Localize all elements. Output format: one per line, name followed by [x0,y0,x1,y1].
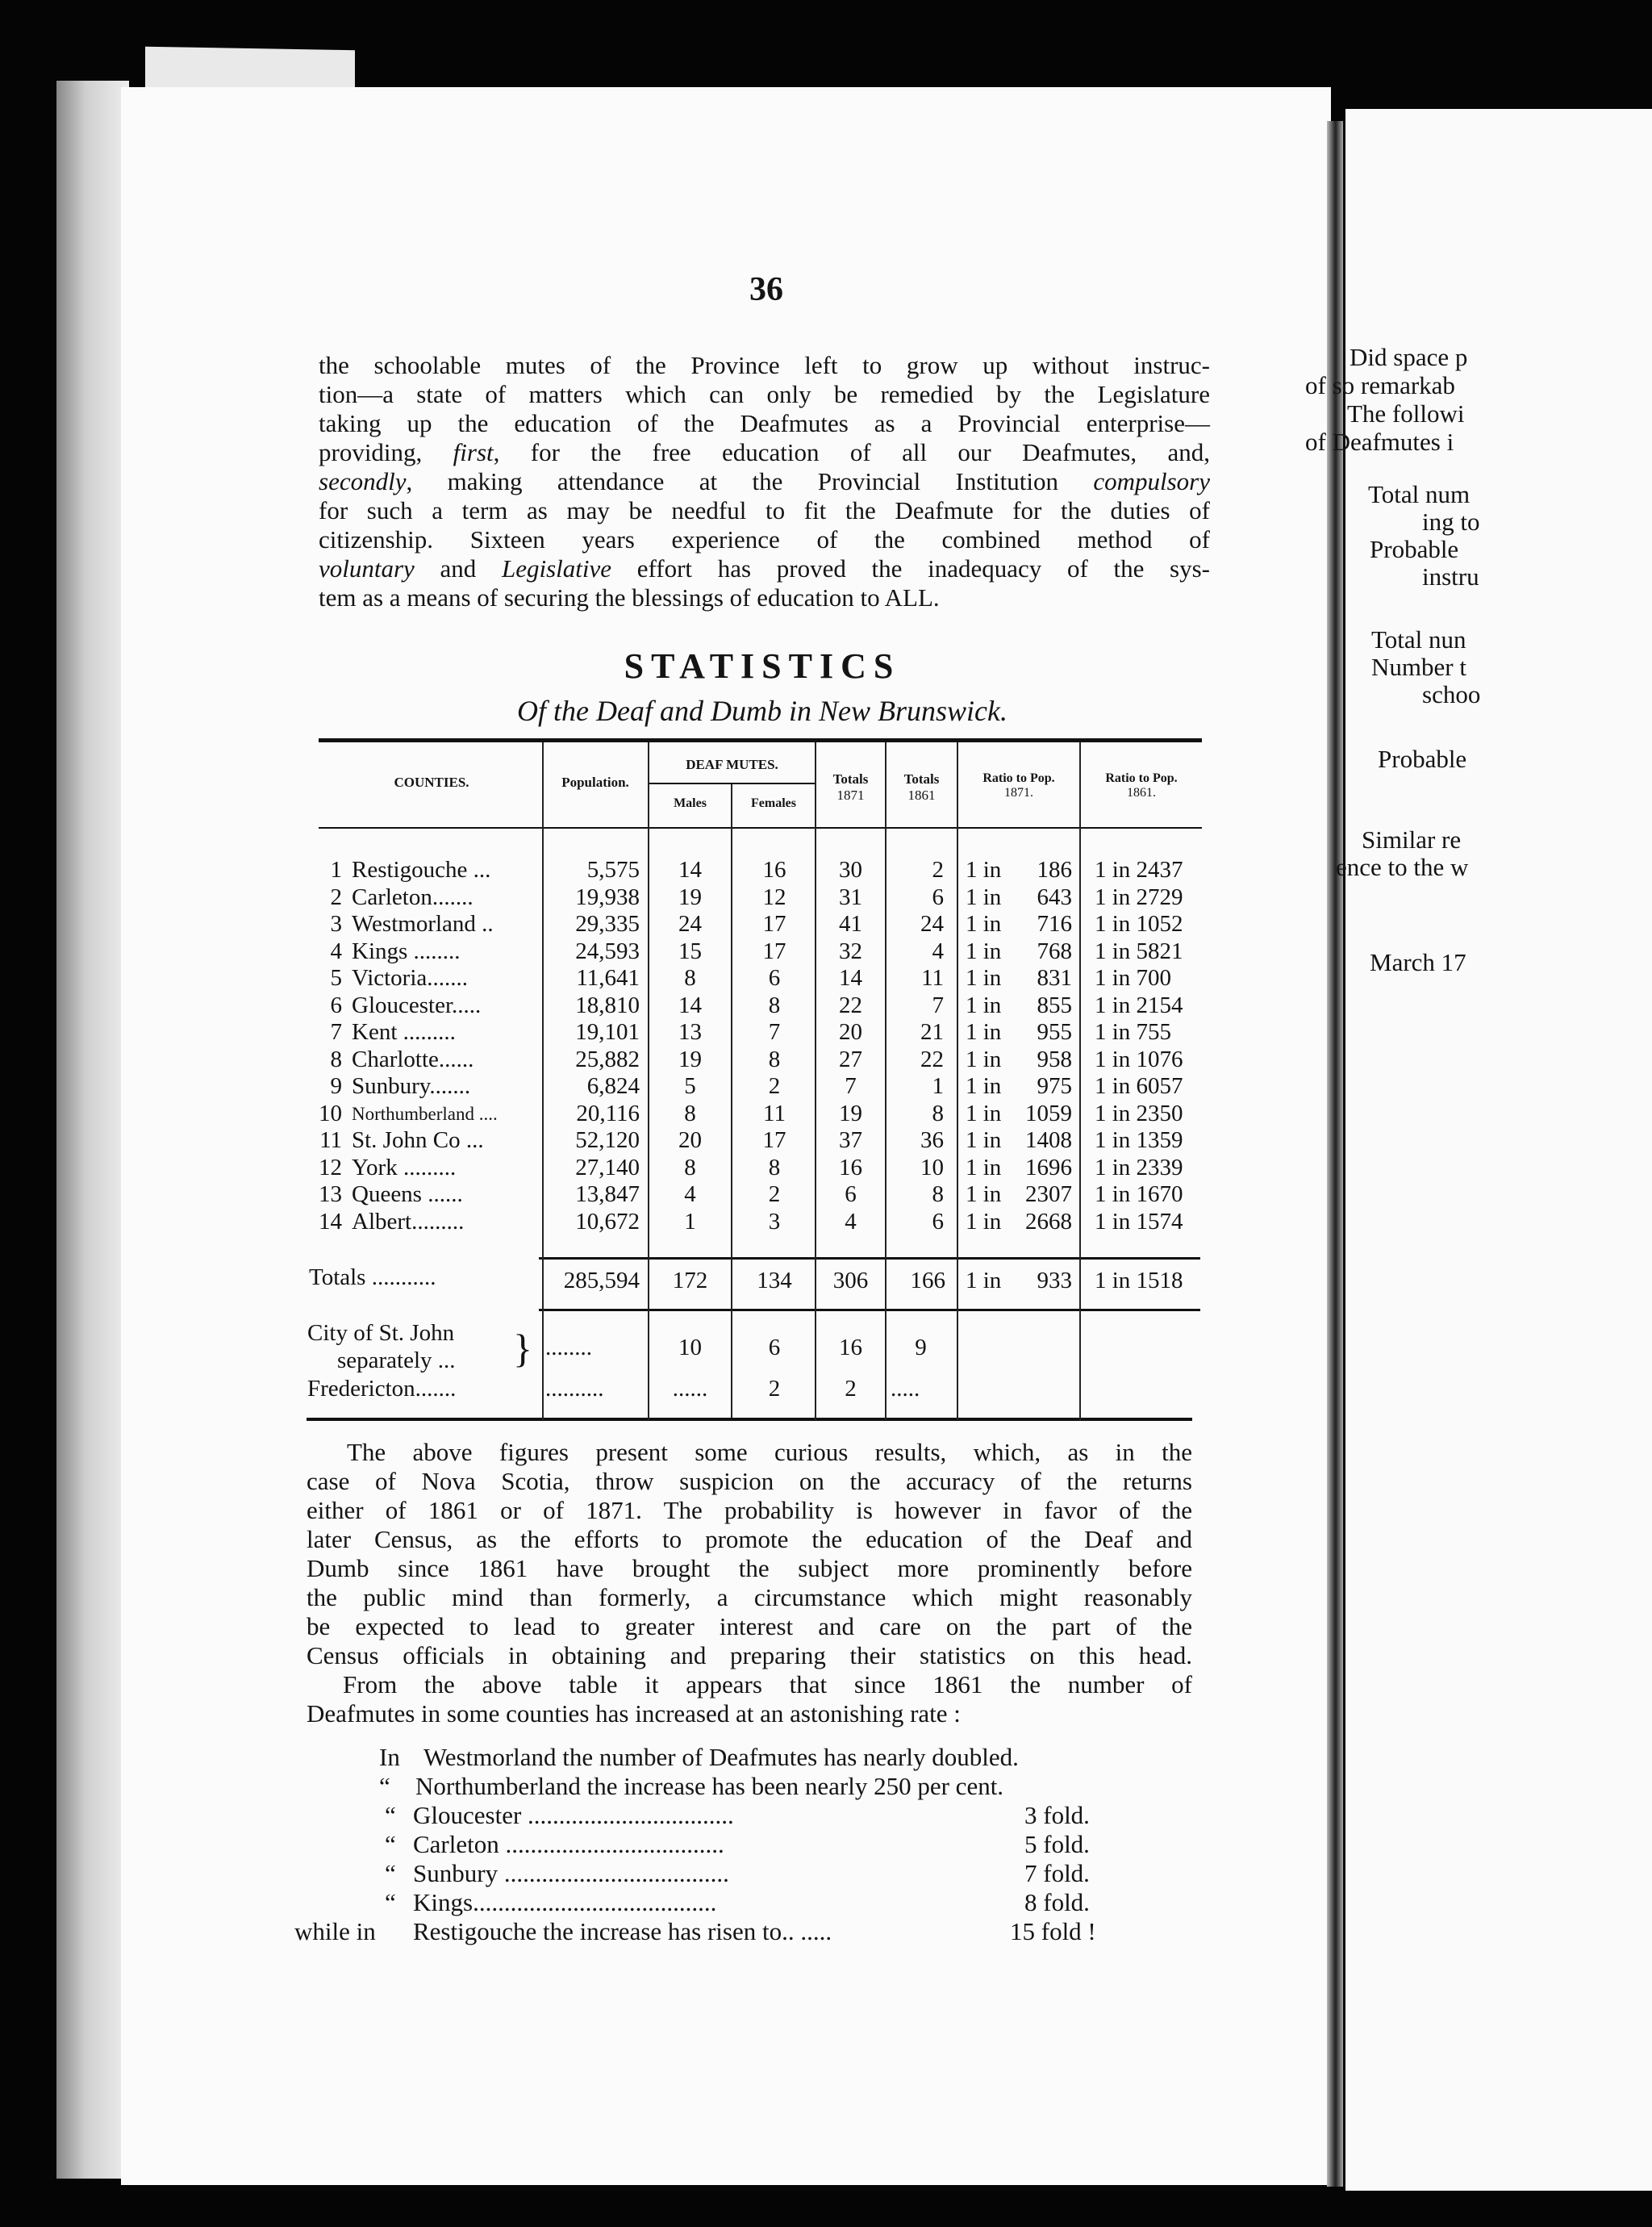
table-cell-ratio-1861: 1 in 1052 [1095,911,1183,937]
right-page-line: Did space p [1350,343,1468,371]
table-cell-ratio-1871: 1 in 975 [966,1073,1072,1099]
increase-lead: “ [385,1859,396,1887]
table-cell-ratio-1861: 1 in 6057 [1095,1073,1183,1099]
table-cell-ratio-1871: 1 in 186 [966,857,1072,883]
right-page-line: March 17 [1370,948,1466,976]
table-cell-ratio-1861: 1 in 2154 [1095,992,1183,1018]
table-cell-no: 12 [319,1154,342,1180]
table-top-rule [319,738,1202,742]
table-cell-total-1871: 14 [839,965,862,991]
table-cell-ratio-1861: 1 in 2339 [1095,1154,1183,1180]
text-line: taking up the education of the Deafmutes as a Provincial enterprise— [319,409,1210,437]
text-line: either of 1861 or of 1871. The probability is however in favor of the [307,1496,1192,1524]
table-cell-females: 8 [768,1154,781,1180]
table-cell-population: 13,847 [575,1181,640,1207]
table-cell-males: 8 [684,1154,696,1180]
text-line: The above figures present some curious results, which, as in the [347,1438,1192,1466]
city-females: 6 [768,1335,781,1360]
column-divider [957,742,958,1420]
table-cell-total-1871: 19 [839,1100,862,1126]
increase-text: Carleton ................................... [413,1830,724,1858]
table-cell-county: Charlotte...... [352,1046,474,1072]
header-totals-1871: Totals 1871 [832,771,869,803]
totals-population: 285,594 [563,1268,640,1293]
column-males [652,857,728,1235]
text-line: the public mind than formerly, a circumstance which might reasonably [307,1583,1192,1611]
table-cell-county: Kings ........ [352,938,461,964]
table-cell-females: 3 [768,1208,781,1235]
table-cell-ratio-1871: 1 in 1408 [966,1127,1072,1153]
text-line: for such a term as may be needful to fit the Deafmute for the duties of [319,496,1210,524]
text-line: From the above table it appears that since 1861 the number of [343,1670,1192,1698]
table-cell-total-1871: 32 [839,938,862,964]
text-line: secondly, making attendance at the Provincial Institution compulsory [319,467,1210,495]
increase-lead: “ [385,1888,396,1916]
intro-paragraph [319,351,1210,612]
increase-text: Restigouche the increase has risen to.. ..... [413,1917,832,1945]
increase-text: Gloucester ................................. [413,1801,734,1829]
table-cell-total-1871: 4 [845,1208,857,1235]
increase-text: Westmorland the number of Deafmutes has nearly doubled. [423,1743,1019,1771]
city-totals-1871: 16 [839,1335,862,1360]
statistics-title: STATISTICS [624,646,901,686]
table-cell-county: Gloucester..... [352,992,482,1018]
totals-ratio-1861: 1 in 1518 [1095,1268,1183,1293]
table-cell-males: 20 [678,1127,702,1153]
totals-top-rule [539,1257,1200,1260]
city-population: ........ [545,1335,592,1360]
fredericton-label: Fredericton....... [307,1376,457,1402]
statistics-subtitle: Of the Deaf and Dumb in New Brunswick. [517,695,1007,727]
table-cell-ratio-1871: 1 in 2307 [966,1181,1072,1207]
table-cell-females: 17 [762,938,786,964]
table-cell-county: Restigouche ... [352,857,491,883]
right-page-line: ence to the w [1336,853,1469,881]
table-cell-ratio-1871: 1 in 831 [966,965,1072,991]
totals-1871: 306 [832,1268,869,1293]
table-cell-ratio-1871: 1 in 855 [966,992,1072,1018]
text-line: Deafmutes in some counties has increased at an astonishing rate : [307,1699,961,1728]
table-cell-population: 52,120 [575,1127,640,1153]
table-cell-no: 11 [319,1127,342,1153]
table-cell-population: 11,641 [576,965,640,991]
table-cell-no: 2 [330,884,342,910]
header-counties: COUNTIES. [394,775,469,790]
table-cell-no: 9 [330,1073,342,1099]
page-number: 36 [749,271,783,308]
table-cell-total-1861: 4 [932,938,944,964]
table-cell-total-1861: 36 [920,1127,944,1153]
header-females: Females [751,796,796,810]
city-brace: } [513,1326,532,1371]
increase-lead: while in [294,1917,376,1945]
table-cell-population: 25,882 [575,1046,640,1072]
table-cell-total-1861: 2 [932,857,944,883]
table-cell-population: 18,810 [575,992,640,1018]
increase-fold: 7 fold. [1024,1859,1090,1887]
increase-fold: 5 fold. [1024,1830,1090,1858]
table-cell-population: 6,824 [586,1073,640,1099]
right-page-line: Total num [1368,480,1471,508]
table-cell-no: 5 [330,965,342,991]
increase-lead: “ [385,1801,396,1829]
table-cell-population: 27,140 [575,1154,640,1180]
right-page-line: ing to [1422,508,1480,536]
column-county [352,857,539,1235]
table-cell-ratio-1871: 1 in 2668 [966,1208,1072,1235]
table-cell-total-1871: 16 [839,1154,862,1180]
text-line: Dumb since 1861 have brought the subject more prominently before [307,1554,1192,1582]
fredericton-totals-1861: ..... [891,1376,920,1402]
right-page-line: of Deafmutes i [1305,428,1454,456]
table-cell-ratio-1871: 1 in 955 [966,1019,1072,1045]
increase-lead: “ [379,1772,390,1800]
table-cell-females: 7 [768,1019,781,1045]
table-cell-ratio-1871: 1 in 1696 [966,1154,1072,1180]
table-cell-ratio-1861: 1 in 2350 [1095,1100,1183,1126]
table-cell-no: 3 [330,911,342,937]
right-page-line: schoo [1422,680,1481,708]
table-cell-total-1861: 1 [932,1073,944,1099]
text-line: be expected to lead to greater interest and care on the part of the [307,1612,1192,1640]
table-cell-males: 19 [678,884,702,910]
table-cell-females: 8 [768,992,781,1018]
table-cell-total-1861: 8 [932,1181,944,1207]
table-cell-county: St. John Co ... [352,1127,484,1153]
table-cell-total-1871: 22 [839,992,862,1018]
right-page [1305,109,1652,2191]
table-cell-county: York ......... [352,1154,457,1180]
text-line: citizenship. Sixteen years experience of the combined method of [319,525,1210,554]
text-line: case of Nova Scotia, throw suspicion on the accuracy of the returns [307,1467,1192,1495]
table-cell-ratio-1871: 1 in 1059 [966,1100,1072,1126]
table-cell-females: 16 [762,857,786,883]
right-page-line: Total nun [1371,625,1466,654]
increase-fold: 15 fold ! [1010,1917,1096,1945]
text-line: tem as a means of securing the blessings of education to ALL. [319,583,940,612]
table-cell-ratio-1871: 1 in 958 [966,1046,1072,1072]
table-cell-total-1861: 8 [932,1100,944,1126]
table-cell-total-1871: 6 [845,1181,857,1207]
table-cell-total-1861: 7 [932,992,944,1018]
table-cell-total-1871: 37 [839,1127,862,1153]
table-cell-ratio-1871: 1 in 643 [966,884,1072,910]
table-cell-no: 4 [330,938,342,964]
city-totals-1861: 9 [915,1335,927,1360]
table-cell-population: 19,101 [575,1019,640,1045]
right-page-line: Similar re [1362,825,1462,854]
table-cell-no: 1 [330,857,342,883]
table-cell-no: 13 [319,1181,342,1207]
table-cell-males: 8 [684,1100,696,1126]
table-cell-ratio-1871: 1 in 768 [966,938,1072,964]
text-line: Census officials in obtaining and preparing their statistics on this head. [307,1641,1192,1669]
table-cell-total-1861: 24 [920,911,944,937]
table-cell-males: 15 [678,938,702,964]
column-totals-1871 [816,857,885,1235]
text-line: voluntary and Legislative effort has proved the inadequacy of the sys- [319,554,1210,583]
table-cell-ratio-1861: 1 in 2729 [1095,884,1183,910]
increase-lead: In [379,1743,400,1771]
table-cell-total-1871: 27 [839,1046,862,1072]
header-ratio-1871: Ratio to Pop. 1871. [982,771,1055,800]
table-cell-ratio-1861: 1 in 2437 [1095,857,1183,883]
table-cell-females: 17 [762,911,786,937]
fredericton-females: 2 [768,1376,781,1402]
table-cell-total-1861: 10 [920,1154,944,1180]
column-ratio-1861 [1095,857,1195,1235]
table-cell-population: 24,593 [575,938,640,964]
column-divider [648,742,649,1420]
table-cell-total-1861: 6 [932,1208,944,1235]
table-bottom-rule [307,1418,1192,1421]
totals-bottom-rule [539,1309,1200,1311]
column-females [734,857,815,1235]
table-cell-ratio-1861: 1 in 1574 [1095,1208,1183,1235]
table-cell-males: 19 [678,1046,702,1072]
column-divider [885,742,886,1420]
table-cell-total-1871: 30 [839,857,862,883]
table-cell-ratio-1861: 1 in 5821 [1095,938,1183,964]
table-cell-no: 7 [330,1019,342,1045]
column-ratio-1871 [966,857,1072,1235]
table-cell-no: 8 [330,1046,342,1072]
increase-text: Kings....................................... [413,1888,717,1916]
table-cell-county: Victoria....... [352,965,469,991]
table-cell-total-1861: 21 [920,1019,944,1045]
increase-lead: “ [385,1830,396,1858]
fredericton-population: .......... [545,1376,604,1402]
city-label-1: City of St. John [307,1320,455,1346]
table-cell-males: 14 [678,857,702,883]
header-deaf-mutes: DEAF MUTES. [686,757,778,772]
column-row-number [307,857,342,1235]
table-cell-total-1871: 7 [845,1073,857,1099]
table-cell-total-1871: 31 [839,884,862,910]
column-divider [542,742,544,1420]
discussion-paragraph [307,1438,1192,1728]
table-cell-no: 10 [319,1100,342,1126]
table-cell-total-1861: 11 [921,965,944,991]
city-label-2: separately ... [337,1347,456,1373]
table-cell-females: 17 [762,1127,786,1153]
column-totals-1861 [887,857,944,1235]
text-line: providing, first, for the free education of all our Deafmutes, and, [319,438,1210,466]
city-males: 10 [678,1335,702,1360]
table-cell-total-1861: 6 [932,884,944,910]
increase-text: Sunbury .................................... [413,1859,729,1887]
fredericton-males: ...... [672,1376,708,1402]
table-cell-total-1871: 20 [839,1019,862,1045]
table-cell-females: 12 [762,884,786,910]
totals-males: 172 [672,1268,708,1293]
right-page-line: Number t [1371,653,1466,681]
table-cell-county: Sunbury....... [352,1073,471,1099]
table-cell-total-1861: 22 [920,1046,944,1072]
fredericton-totals-1871: 2 [845,1376,857,1402]
text-line: the schoolable mutes of the Province left to grow up without instruc- [319,351,1210,379]
table-cell-county: Albert......... [352,1208,465,1235]
table-cell-ratio-1861: 1 in 1670 [1095,1181,1183,1207]
table-cell-population: 5,575 [586,857,640,883]
table-cell-population: 10,672 [575,1208,640,1235]
table-cell-county: Westmorland .. [352,911,494,937]
table-cell-females: 2 [768,1073,781,1099]
table-cell-ratio-1871: 1 in 716 [966,911,1072,937]
table-cell-ratio-1861: 1 in 1076 [1095,1046,1183,1072]
table-cell-males: 8 [684,965,696,991]
table-cell-males: 24 [678,911,702,937]
increase-text: Northumberland the increase has been nearly 250 per cent. [415,1772,1004,1800]
header-ratio-1861: Ratio to Pop. 1861. [1105,771,1178,800]
text-line: tion—a state of matters which can only be remedied by the Legislature [319,380,1210,408]
table-cell-ratio-1861: 1 in 1359 [1095,1127,1183,1153]
table-cell-no: 14 [319,1208,342,1235]
table-cell-females: 6 [768,965,781,991]
table-cell-males: 13 [678,1019,702,1045]
table-cell-females: 2 [768,1181,781,1207]
table-cell-county: Kent ......... [352,1019,456,1045]
column-population [545,857,640,1235]
header-males: Males [674,796,707,810]
right-page-line: Probable [1370,535,1459,563]
text-line: later Census, as the efforts to promote the education of the Deaf and [307,1525,1192,1553]
right-page-line: The followi [1347,399,1465,428]
table-cell-county: Northumberland .... [352,1103,498,1124]
table-cell-females: 11 [763,1100,786,1126]
totals-label: Totals ........... [309,1264,436,1290]
totals-1861: 166 [910,1268,945,1293]
table-cell-males: 4 [684,1181,696,1207]
table-cell-males: 1 [684,1208,696,1235]
table-cell-males: 14 [678,992,702,1018]
increase-fold: 8 fold. [1024,1888,1090,1916]
table-cell-total-1871: 41 [839,911,862,937]
right-page-line: instru [1422,562,1479,591]
totals-females: 134 [757,1268,792,1293]
header-totals-1861: Totals 1861 [903,771,940,803]
increase-fold: 3 fold. [1024,1801,1090,1829]
table-cell-ratio-1861: 1 in 755 [1095,1019,1172,1045]
table-header-rule [319,827,1202,829]
column-divider [1079,742,1081,1420]
column-divider [731,784,732,1418]
page-edges [56,81,129,2179]
table-cell-ratio-1861: 1 in 700 [1095,965,1172,991]
right-page-line: of so remarkab [1305,371,1455,399]
totals-ratio-1871: 1 in 933 [966,1268,1072,1293]
table-cell-females: 8 [768,1046,781,1072]
table-cell-county: Queens ...... [352,1181,463,1207]
table-cell-county: Carleton....... [352,884,473,910]
table-cell-population: 29,335 [575,911,640,937]
table-cell-population: 19,938 [575,884,640,910]
table-cell-population: 20,116 [576,1100,640,1126]
header-population: Population. [561,775,629,790]
table-cell-no: 6 [330,992,342,1018]
right-page-line: Probable [1378,745,1467,773]
table-cell-males: 5 [684,1073,696,1099]
